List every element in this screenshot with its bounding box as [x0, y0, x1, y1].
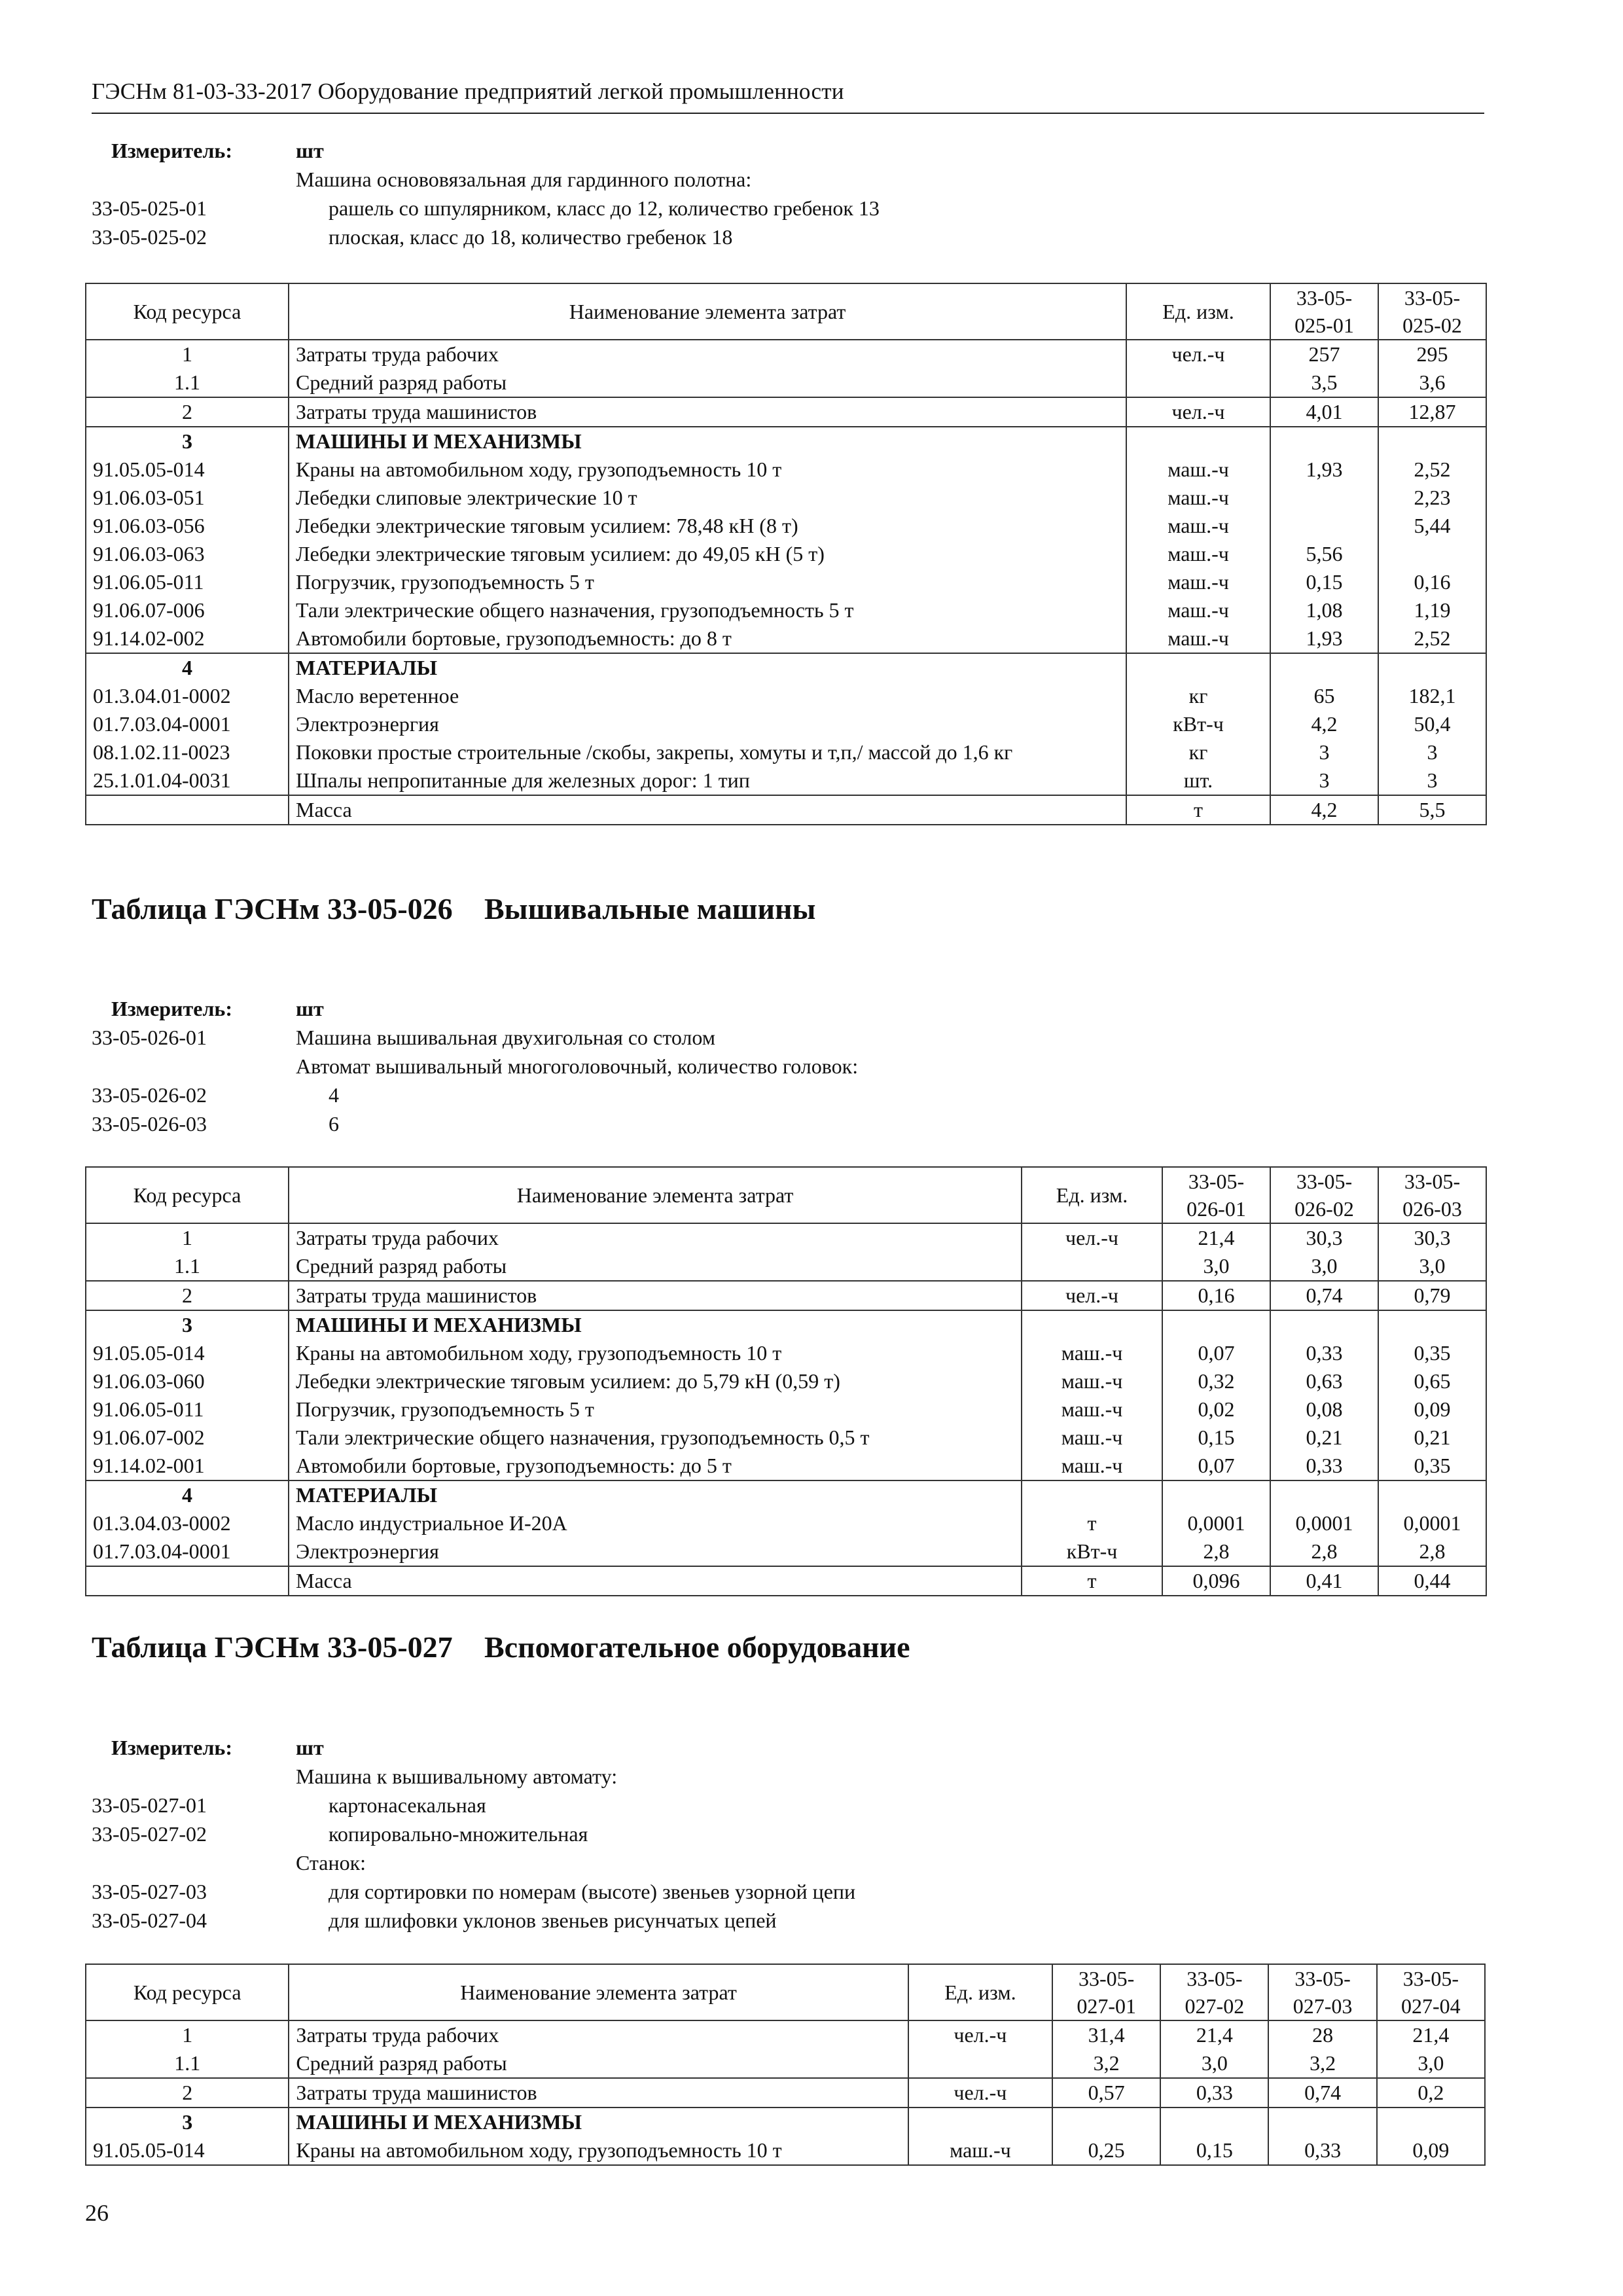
- col-norm-header: 33-05- 026-02: [1270, 1167, 1378, 1223]
- cell-value: [1052, 2108, 1160, 2136]
- cell-code: 01.7.03.04-0001: [86, 1537, 289, 1566]
- cell-name: Затраты труда машинистов: [289, 397, 1126, 427]
- item-code: 33-05-025-01: [92, 196, 207, 220]
- table-row: [86, 766, 1486, 795]
- cell-value: 0,07: [1162, 1339, 1270, 1367]
- cell-name: Поковки простые строительные /скобы, закрепы, хомуты и т,п,/ массой до 1,6 кг: [289, 738, 1126, 766]
- cell-unit: маш.-ч: [1126, 484, 1270, 512]
- cell-code: 91.14.02-002: [86, 624, 289, 653]
- cell-value: [1270, 653, 1378, 682]
- cell-value: 3,0: [1377, 2049, 1485, 2078]
- cell-unit: маш.-ч: [1022, 1395, 1162, 1424]
- cell-code: 08.1.02.11-0023: [86, 738, 289, 766]
- cell-value: [1270, 1310, 1378, 1339]
- cell-code: 91.06.05-011: [86, 568, 289, 596]
- measure-unit: шт: [296, 1736, 324, 1759]
- cell-value: 2,8: [1270, 1537, 1378, 1566]
- running-header: [92, 76, 1484, 114]
- cell-code: 1.1: [86, 1252, 289, 1281]
- cell-value: 3,2: [1052, 2049, 1160, 2078]
- cell-value: 0,21: [1270, 1424, 1378, 1452]
- cell-unit: [1022, 1252, 1162, 1281]
- cell-code: 91.06.07-002: [86, 1424, 289, 1452]
- table-row: [86, 1339, 1486, 1367]
- cell-name: Автомобили бортовые, грузоподъемность: до 8 т: [289, 624, 1126, 653]
- table-header-row: [86, 283, 1486, 340]
- cell-value: 0,16: [1378, 568, 1486, 596]
- cell-name: Лебедки электрические тяговым усилием: до 49,05 кН (5 т): [289, 540, 1126, 568]
- cell-value: 0,35: [1378, 1452, 1486, 1480]
- table-name: Вспомогательное оборудование: [484, 1630, 910, 1664]
- item-code: 33-05-027-02: [92, 1822, 207, 1846]
- cell-code: 91.05.05-014: [86, 1339, 289, 1367]
- cell-value: 0,08: [1270, 1395, 1378, 1424]
- cell-value: 0,74: [1270, 1281, 1378, 1310]
- cell-value: 31,4: [1052, 2020, 1160, 2049]
- cell-name: Лебедки электрические тяговым усилием: до 5,79 кН (0,59 т): [289, 1367, 1022, 1395]
- cell-unit: чел.-ч: [908, 2020, 1052, 2049]
- cell-value: 1,08: [1270, 596, 1378, 624]
- cell-code: 91.05.05-014: [86, 456, 289, 484]
- table-row: [86, 368, 1486, 397]
- item-text: для шлифовки уклонов звеньев рисунчатых цепей: [329, 1909, 777, 1932]
- cell-value: [1378, 653, 1486, 682]
- col-unit-header: Ед. изм.: [1022, 1167, 1162, 1223]
- cell-name: МАТЕРИАЛЫ: [289, 1480, 1022, 1509]
- table-row: [86, 456, 1486, 484]
- cell-value: 295: [1378, 340, 1486, 368]
- item-text: Автомат вышивальный многоголовочный, количество головок:: [296, 1054, 859, 1078]
- cell-value: 3,0: [1160, 2049, 1268, 2078]
- cell-unit: шт.: [1126, 766, 1270, 795]
- cell-unit: маш.-ч: [1126, 596, 1270, 624]
- cell-name: МАШИНЫ И МЕХАНИЗМЫ: [289, 1310, 1022, 1339]
- table-row: [86, 710, 1486, 738]
- table-row: [86, 2108, 1485, 2136]
- cell-value: 0,44: [1378, 1566, 1486, 1596]
- cell-value: 0,09: [1377, 2136, 1485, 2165]
- cell-code: 91.06.07-006: [86, 596, 289, 624]
- measure-unit: шт: [296, 997, 324, 1020]
- table-row: [86, 2136, 1485, 2165]
- cell-unit: маш.-ч: [1022, 1339, 1162, 1367]
- cell-code: 1: [86, 1223, 289, 1252]
- cell-name: Краны на автомобильном ходу, грузоподъемность 10 т: [289, 1339, 1022, 1367]
- cell-name: Тали электрические общего назначения, грузоподъемность 0,5 т: [289, 1424, 1022, 1452]
- item-text: для сортировки по номерам (высоте) звеньев узорной цепи: [329, 1880, 856, 1903]
- cell-value: 0,0001: [1162, 1509, 1270, 1537]
- table-row: [86, 1537, 1486, 1566]
- col-norm-header: 33-05- 025-02: [1378, 283, 1486, 340]
- cell-value: 3,0: [1270, 1252, 1378, 1281]
- cell-value: 1,93: [1270, 624, 1378, 653]
- cell-code: 1: [86, 2020, 289, 2049]
- table-row: [86, 1480, 1486, 1509]
- col-code-header: Код ресурса: [86, 1167, 289, 1223]
- cell-name: Средний разряд работы: [289, 2049, 908, 2078]
- table-row: [86, 2078, 1485, 2108]
- table-header-row: [86, 1964, 1485, 2020]
- cell-name: Затраты труда рабочих: [289, 1223, 1022, 1252]
- table-row: [86, 1509, 1486, 1537]
- col-norm-header: 33-05- 027-01: [1052, 1964, 1160, 2020]
- cell-name: Средний разряд работы: [289, 1252, 1022, 1281]
- cell-value: [1270, 1480, 1378, 1509]
- measure-label: Измеритель:: [111, 139, 232, 162]
- item-code: 33-05-025-02: [92, 225, 207, 249]
- cell-unit: [1126, 368, 1270, 397]
- resource-table-026: [85, 1166, 1487, 1596]
- item-code: 33-05-027-01: [92, 1793, 207, 1817]
- col-norm-header: 33-05- 027-02: [1160, 1964, 1268, 2020]
- cell-code: 3: [86, 427, 289, 456]
- cell-name: Затраты труда рабочих: [289, 340, 1126, 368]
- item-code: 33-05-027-03: [92, 1880, 207, 1903]
- cell-unit: маш.-ч: [1022, 1367, 1162, 1395]
- col-norm-header: 33-05- 026-01: [1162, 1167, 1270, 1223]
- table-row: [86, 1281, 1486, 1310]
- measure-label: Измеритель:: [111, 997, 232, 1020]
- item-code: 33-05-027-04: [92, 1909, 207, 1932]
- cell-code: 1.1: [86, 2049, 289, 2078]
- cell-value: 3: [1270, 738, 1378, 766]
- cell-value: 0,33: [1270, 1452, 1378, 1480]
- cell-unit: т: [1126, 795, 1270, 825]
- cell-value: 0,21: [1378, 1424, 1486, 1452]
- cell-value: 0,57: [1052, 2078, 1160, 2108]
- item-text: плоская, класс до 18, количество гребенок 18: [329, 225, 733, 249]
- cell-value: 0,65: [1378, 1367, 1486, 1395]
- col-name-header: Наименование элемента затрат: [289, 1964, 908, 2020]
- cell-value: 30,3: [1378, 1223, 1486, 1252]
- measure-unit: шт: [296, 139, 324, 162]
- table-row: [86, 540, 1486, 568]
- cell-value: 0,63: [1270, 1367, 1378, 1395]
- cell-value: 0,35: [1378, 1339, 1486, 1367]
- cell-code: 25.1.01.04-0031: [86, 766, 289, 795]
- cell-value: 1,93: [1270, 456, 1378, 484]
- table-header-row: [86, 1167, 1486, 1223]
- cell-unit: чел.-ч: [1126, 340, 1270, 368]
- cell-value: 0,16: [1162, 1281, 1270, 1310]
- cell-value: 4,2: [1270, 795, 1378, 825]
- cell-value: 4,2: [1270, 710, 1378, 738]
- cell-code: 01.3.04.01-0002: [86, 682, 289, 710]
- cell-code: 91.06.03-063: [86, 540, 289, 568]
- cell-unit: маш.-ч: [1126, 568, 1270, 596]
- item-text: 4: [329, 1083, 339, 1107]
- cell-value: [1377, 2108, 1485, 2136]
- table-row: [86, 2020, 1485, 2049]
- cell-value: 0,32: [1162, 1367, 1270, 1395]
- cell-name: Автомобили бортовые, грузоподъемность: до 5 т: [289, 1452, 1022, 1480]
- cell-value: 0,15: [1160, 2136, 1268, 2165]
- cell-value: 5,5: [1378, 795, 1486, 825]
- cell-value: 21,4: [1162, 1223, 1270, 1252]
- col-norm-header: 33-05- 027-04: [1377, 1964, 1485, 2020]
- cell-value: 3: [1378, 766, 1486, 795]
- page-number: 26: [85, 2200, 109, 2226]
- col-code-header: Код ресурса: [86, 1964, 289, 2020]
- cell-code: 01.7.03.04-0001: [86, 710, 289, 738]
- cell-value: [1162, 1310, 1270, 1339]
- cell-value: 0,02: [1162, 1395, 1270, 1424]
- cell-value: 257: [1270, 340, 1378, 368]
- cell-value: 2,52: [1378, 456, 1486, 484]
- cell-unit: маш.-ч: [1022, 1452, 1162, 1480]
- measure-label: Измеритель:: [111, 1736, 232, 1759]
- cell-value: 4,01: [1270, 397, 1378, 427]
- cell-unit: чел.-ч: [1022, 1223, 1162, 1252]
- cell-code: 2: [86, 1281, 289, 1310]
- cell-value: 0,33: [1160, 2078, 1268, 2108]
- cell-value: [1162, 1480, 1270, 1509]
- measure-block-025: [92, 139, 1484, 254]
- item-code: 33-05-026-03: [92, 1112, 207, 1136]
- cell-unit: [1126, 427, 1270, 456]
- cell-value: 0,33: [1270, 1339, 1378, 1367]
- item-text: 6: [329, 1112, 339, 1136]
- cell-name: Масло индустриальное И-20А: [289, 1509, 1022, 1537]
- table-row: [86, 1367, 1486, 1395]
- measure-block-027: [92, 1736, 1484, 1937]
- cell-code: 4: [86, 653, 289, 682]
- item-code: 33-05-026-02: [92, 1083, 207, 1107]
- col-norm-header: 33-05- 026-03: [1378, 1167, 1486, 1223]
- table-row: [86, 427, 1486, 456]
- table-row: [86, 512, 1486, 540]
- cell-unit: [1126, 653, 1270, 682]
- table-name: Вышивальные машины: [484, 892, 816, 925]
- cell-name: МАШИНЫ И МЕХАНИЗМЫ: [289, 2108, 908, 2136]
- cell-value: 0,09: [1378, 1395, 1486, 1424]
- table-row: [86, 1310, 1486, 1339]
- col-norm-header: 33-05- 025-01: [1270, 283, 1378, 340]
- cell-value: 0,15: [1162, 1424, 1270, 1452]
- cell-value: 0,096: [1162, 1566, 1270, 1596]
- table-row: [86, 1223, 1486, 1252]
- table-row: [86, 653, 1486, 682]
- cell-unit: [1022, 1310, 1162, 1339]
- cell-name: МАШИНЫ И МЕХАНИЗМЫ: [289, 427, 1126, 456]
- cell-name: Средний разряд работы: [289, 368, 1126, 397]
- cell-unit: маш.-ч: [1126, 512, 1270, 540]
- cell-name: Затраты труда машинистов: [289, 1281, 1022, 1310]
- col-norm-header: 33-05- 027-03: [1268, 1964, 1376, 2020]
- cell-unit: маш.-ч: [1126, 540, 1270, 568]
- cell-unit: кВт-ч: [1126, 710, 1270, 738]
- cell-name: Погрузчик, грузоподъемность 5 т: [289, 568, 1126, 596]
- cell-unit: [908, 2108, 1052, 2136]
- cell-name: Затраты труда рабочих: [289, 2020, 908, 2049]
- table-row: [86, 568, 1486, 596]
- measure-block-026: [92, 997, 1484, 1141]
- cell-value: 0,74: [1268, 2078, 1376, 2108]
- cell-value: 21,4: [1377, 2020, 1485, 2049]
- cell-value: [1270, 484, 1378, 512]
- cell-value: [1160, 2108, 1268, 2136]
- cell-code: 4: [86, 1480, 289, 1509]
- cell-code: 1.1: [86, 368, 289, 397]
- cell-value: 3,2: [1268, 2049, 1376, 2078]
- cell-code: 1: [86, 340, 289, 368]
- cell-value: 0,2: [1377, 2078, 1485, 2108]
- cell-unit: чел.-ч: [1022, 1281, 1162, 1310]
- cell-value: 0,15: [1270, 568, 1378, 596]
- cell-name: Погрузчик, грузоподъемность 5 т: [289, 1395, 1022, 1424]
- cell-name: Тали электрические общего назначения, грузоподъемность 5 т: [289, 596, 1126, 624]
- cell-code: 91.06.05-011: [86, 1395, 289, 1424]
- cell-unit: чел.-ч: [1126, 397, 1270, 427]
- cell-value: 21,4: [1160, 2020, 1268, 2049]
- cell-name: Шпалы непропитанные для железных дорог: 1 тип: [289, 766, 1126, 795]
- cell-unit: маш.-ч: [1126, 456, 1270, 484]
- cell-code: 3: [86, 2108, 289, 2136]
- cell-value: 12,87: [1378, 397, 1486, 427]
- cell-unit: т: [1022, 1509, 1162, 1537]
- table-row: [86, 795, 1486, 825]
- item-text: Машина вышивальная двухигольная со столом: [296, 1026, 715, 1049]
- col-unit-header: Ед. изм.: [1126, 283, 1270, 340]
- table-row: [86, 1252, 1486, 1281]
- cell-value: 5,44: [1378, 512, 1486, 540]
- cell-name: МАТЕРИАЛЫ: [289, 653, 1126, 682]
- col-unit-header: Ед. изм.: [908, 1964, 1052, 2020]
- cell-name: Масса: [289, 1566, 1022, 1596]
- col-code-header: Код ресурса: [86, 283, 289, 340]
- item-text: Станок:: [296, 1851, 366, 1874]
- table-row: [86, 2049, 1485, 2078]
- cell-unit: кг: [1126, 682, 1270, 710]
- cell-value: 0,41: [1270, 1566, 1378, 1596]
- table-row: [86, 596, 1486, 624]
- cell-value: 65: [1270, 682, 1378, 710]
- cell-value: 0,33: [1268, 2136, 1376, 2165]
- table-number: Таблица ГЭСНм 33-05-026: [92, 892, 453, 925]
- table-row: [86, 1395, 1486, 1424]
- cell-value: 0,0001: [1378, 1509, 1486, 1537]
- cell-code: 2: [86, 2078, 289, 2108]
- header-title: ГЭСНм 81-03-33-2017 Оборудование предприятий легкой промышленности: [92, 79, 844, 104]
- cell-name: Масло веретенное: [289, 682, 1126, 710]
- cell-value: 3,0: [1378, 1252, 1486, 1281]
- table-row: [86, 738, 1486, 766]
- table-row: [86, 340, 1486, 368]
- cell-code: 91.06.03-051: [86, 484, 289, 512]
- cell-value: [1378, 1310, 1486, 1339]
- resource-table-025: [85, 283, 1487, 825]
- cell-value: 3,0: [1162, 1252, 1270, 1281]
- cell-name: Краны на автомобильном ходу, грузоподъемность 10 т: [289, 456, 1126, 484]
- cell-value: [1378, 540, 1486, 568]
- cell-unit: кВт-ч: [1022, 1537, 1162, 1566]
- col-name-header: Наименование элемента затрат: [289, 283, 1126, 340]
- cell-value: 2,8: [1162, 1537, 1270, 1566]
- cell-unit: маш.-ч: [1126, 624, 1270, 653]
- cell-value: 3,5: [1270, 368, 1378, 397]
- table-row: [86, 1566, 1486, 1596]
- cell-unit: маш.-ч: [1022, 1424, 1162, 1452]
- measure-intro: Машина основовязальная для гардинного полотна:: [296, 168, 752, 191]
- cell-name: Краны на автомобильном ходу, грузоподъемность 10 т: [289, 2136, 908, 2165]
- cell-value: [1378, 1480, 1486, 1509]
- cell-value: 182,1: [1378, 682, 1486, 710]
- table-row: [86, 484, 1486, 512]
- cell-value: 1,19: [1378, 596, 1486, 624]
- resource-table-027: [85, 1964, 1486, 2166]
- item-text: Машина к вышивальному автомату:: [296, 1765, 618, 1788]
- table-row: [86, 1452, 1486, 1480]
- cell-code: 01.3.04.03-0002: [86, 1509, 289, 1537]
- item-text: рашель со шпулярником, класс до 12, количество гребенок 13: [329, 196, 880, 220]
- cell-name: Лебедки электрические тяговым усилием: 78,48 кН (8 т): [289, 512, 1126, 540]
- cell-unit: кг: [1126, 738, 1270, 766]
- cell-code: 91.06.03-056: [86, 512, 289, 540]
- cell-code: [86, 1566, 289, 1596]
- cell-value: 5,56: [1270, 540, 1378, 568]
- cell-code: 91.06.03-060: [86, 1367, 289, 1395]
- item-text: копировально-множительная: [329, 1822, 588, 1846]
- cell-name: Затраты труда машинистов: [289, 2078, 908, 2108]
- cell-unit: т: [1022, 1566, 1162, 1596]
- cell-value: 30,3: [1270, 1223, 1378, 1252]
- cell-code: [86, 795, 289, 825]
- cell-unit: [908, 2049, 1052, 2078]
- cell-code: 91.05.05-014: [86, 2136, 289, 2165]
- cell-code: 91.14.02-001: [86, 1452, 289, 1480]
- cell-unit: чел.-ч: [908, 2078, 1052, 2108]
- cell-name: Электроэнергия: [289, 1537, 1022, 1566]
- cell-name: Лебедки слиповые электрические 10 т: [289, 484, 1126, 512]
- cell-value: 50,4: [1378, 710, 1486, 738]
- cell-unit: [1022, 1480, 1162, 1509]
- cell-name: Масса: [289, 795, 1126, 825]
- cell-value: 3,6: [1378, 368, 1486, 397]
- cell-value: 28: [1268, 2020, 1376, 2049]
- table-row: [86, 682, 1486, 710]
- item-text: картонасекальная: [329, 1793, 486, 1817]
- cell-value: 2,8: [1378, 1537, 1486, 1566]
- cell-value: 3: [1378, 738, 1486, 766]
- table-row: [86, 397, 1486, 427]
- cell-value: 0,25: [1052, 2136, 1160, 2165]
- cell-value: [1270, 427, 1378, 456]
- item-code: 33-05-026-01: [92, 1026, 207, 1049]
- cell-unit: маш.-ч: [908, 2136, 1052, 2165]
- cell-code: 3: [86, 1310, 289, 1339]
- table-row: [86, 624, 1486, 653]
- cell-value: 0,79: [1378, 1281, 1486, 1310]
- cell-value: 0,0001: [1270, 1509, 1378, 1537]
- table-number: Таблица ГЭСНм 33-05-027: [92, 1630, 453, 1664]
- cell-value: [1378, 427, 1486, 456]
- cell-value: 3: [1270, 766, 1378, 795]
- cell-value: 2,52: [1378, 624, 1486, 653]
- cell-value: 0,07: [1162, 1452, 1270, 1480]
- cell-value: 2,23: [1378, 484, 1486, 512]
- cell-value: [1268, 2108, 1376, 2136]
- cell-value: [1270, 512, 1378, 540]
- col-name-header: Наименование элемента затрат: [289, 1167, 1022, 1223]
- cell-code: 2: [86, 397, 289, 427]
- cell-name: Электроэнергия: [289, 710, 1126, 738]
- table-row: [86, 1424, 1486, 1452]
